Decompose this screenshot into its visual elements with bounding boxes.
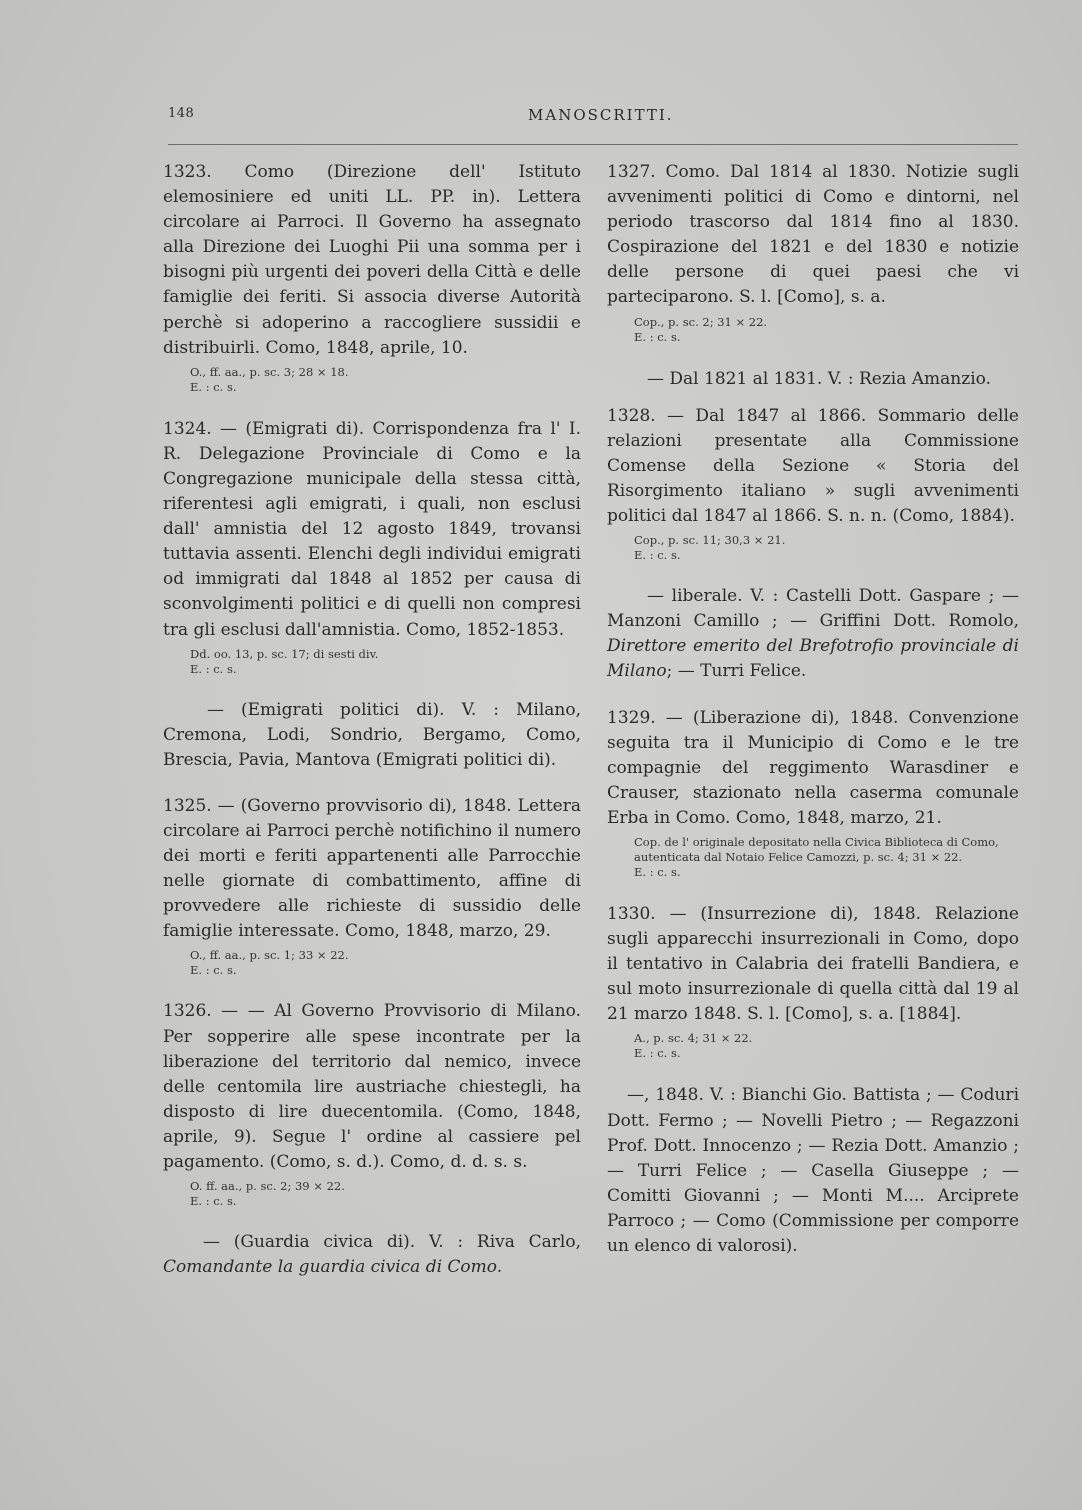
entry-meta (634, 835, 1019, 880)
entry-meta (190, 1179, 581, 1209)
meta-line: Dd. oo. 13, p. sc. 17; di sesti div. (190, 646, 379, 661)
see-reference-emigrati: — (Emigrati politici di). V. : Milano, Cremona, Lodi, Sondrio, Bergamo, Como, Brescia, Pavia, Mantova (Emigrati politici di). (163, 699, 581, 770)
meta-line: E. : c. s. (634, 1046, 681, 1061)
entry-text: 1326. — — Al Governo Provvisorio di Milano. Per sopperire alle spese incontrate per la liberazione del territorio dal nemico, invece delle centomila lire austriache chiestegli, ha disposto di lire duecentomila. (Como, 1848, aprile, 9). Segue l' ordine al cassiere pel pagamento. (Como, s. d.). Como, d. d. s. s. (163, 1001, 581, 1172)
see-reference-liberale (607, 584, 1019, 684)
meta-line: Cop., p. sc. 2; 31 × 22. (634, 314, 768, 329)
meta-line: Cop., p. sc. 11; 30,3 × 21. (634, 533, 786, 548)
entry-text: 1329. — (Liberazione di), 1848. Convenzione seguita tra il Municipio di Como e le tre compagnie del reggimento Warasdiner e Crauser, stazionato nella caserma comunale Erba in Como. Como, 1848, marzo, 21. (607, 707, 1019, 828)
meta-line: E. : c. s. (634, 548, 681, 563)
entry-text: 1323. Como (Direzione dell' Istituto elemosiniere ed uniti LL. PP. in). Lettera circolare ai Parroci. Il Governo ha assegnato alla Direzione dei Luoghi Pii una somma per i bisogni più urgenti dei poveri della Città e delle famiglie dei feriti. Si associa diverse Autorità perchè si adoperino a raccogliere sussidii e distribuirli. Como, 1848, aprile, 10. (163, 162, 581, 358)
page-number: 148 (168, 106, 195, 121)
see-text: — (Guardia civica di). V. : Riva Carlo, (203, 1232, 581, 1253)
entry-1326 (163, 999, 581, 1209)
entry-text: 1325. — (Governo provvisorio di), 1848. Lettera circolare ai Parroci perchè notifichino il numero dei morti e feriti appartenenti alle Parrocchie nelle giornate di combattimento, affine di provvedere alle richieste di sussidio delle famiglie interessate. Como, 1848, marzo, 29. (163, 795, 581, 942)
entry-1330 (607, 902, 1019, 1061)
left-column (163, 160, 581, 1280)
see-text-end: ; — Turri Felice. (666, 661, 807, 682)
meta-line: E. : c. s. (190, 963, 237, 978)
meta-line: E. : c. s. (190, 379, 237, 394)
entry-meta (190, 365, 581, 395)
entry-1324 (163, 417, 581, 677)
see-reference-guardia (163, 1230, 581, 1280)
right-column (607, 160, 1019, 1259)
entry-meta (190, 948, 581, 978)
entry-text: 1328. — Dal 1847 al 1866. Sommario delle relazioni presentate alla Commissione Comense della Sezione « Storia del Risorgimento italiano » sugli avvenimenti politici dal 1847 al 1866. S. n. n. (Como, 1884). (607, 405, 1019, 527)
meta-line: Cop. de l' originale depositato nella Civica Biblioteca di Como, autenticata dal Notaio Felice Camozzi, p. sc. 4; 31 × 22. (634, 834, 999, 864)
entry-1325 (163, 794, 581, 979)
entry-1327 (607, 160, 1019, 345)
see-reference-1848: —, 1848. V. : Bianchi Gio. Battista ; — Coduri Dott. Fermo ; — Novelli Pietro ; — Regazzoni Prof. Dott. Innocenzo ; — Rezia Dott. Amanzio ; — Turri Felice ; — Casella Giuseppe ; — Comitti Giovanni ; — Monti M.... Arciprete Parroco ; — Como (Commissione per comporre un elenco di valorosi). (607, 1085, 1019, 1256)
entry-meta (634, 315, 1019, 345)
meta-line: A., p. sc. 4; 31 × 22. (634, 1031, 753, 1046)
entry-text: 1324. — (Emigrati di). Corrispondenza fra l' I. R. Delegazione Provinciale di Como e la Congregazione municipale della stessa città, riferentesi agli emigrati, i quali, non esclusi dall' amnistia del 12 agosto 1849, trovansi tuttavia assenti. Elenchi degli individui emigrati od immigrati dal 1848 al 1852 per causa di sconvolgimenti politici e di quelli non compresi tra gli esclusi dall'amnistia. Como, 1852-1853. (163, 418, 581, 640)
header-rule (168, 144, 1018, 145)
entry-meta (634, 533, 1019, 563)
meta-line: O. ff. aa., p. sc. 2; 39 × 22. (190, 1179, 345, 1194)
entry-1329 (607, 706, 1019, 880)
meta-line: E. : c. s. (634, 864, 681, 879)
entry-1323 (163, 160, 581, 395)
see-italic-text: Comandante la guardia civica di Como. (163, 1257, 503, 1278)
running-title: MANOSCRITTI. (528, 106, 674, 124)
meta-line: E. : c. s. (634, 329, 681, 344)
meta-line: O., ff. aa., p. sc. 1; 33 × 22. (190, 948, 349, 963)
entry-text: 1327. Como. Dal 1814 al 1830. Notizie sugli avvenimenti politici di Como e dintorni, nel periodo trascorso dal 1814 fino al 1830. Cospirazione del 1821 e del 1830 e notizie delle persone di quei paesi che vi parteciparono. S. l. [Como], s. a. (607, 162, 1019, 308)
page-header (168, 106, 1018, 136)
entry-meta (190, 647, 581, 677)
see-text: — liberale. V. : Castelli Dott. Gaspare ; — Manzoni Camillo ; — Griffini Dott. Romolo, (607, 586, 1019, 632)
entry-text: 1330. — (Insurrezione di), 1848. Relazione sugli apparecchi insurrezionali in Como, dopo il tentativo in Calabria dei fratelli Bandiera, e sul moto insurrezionale di quella città dal 19 al 21 marzo 1848. S. l. [Como], s. a. [1884]. (607, 903, 1019, 1025)
meta-line: E. : c. s. (190, 661, 237, 676)
meta-line: E. : c. s. (190, 1194, 237, 1209)
see-italic-text: Direttore emerito del Brefotrofio provinciale di Milano (607, 636, 1019, 682)
see-reference-1821: — Dal 1821 al 1831. V. : Rezia Amanzio. (647, 368, 991, 389)
meta-line: O., ff. aa., p. sc. 3; 28 × 18. (190, 364, 349, 379)
entry-meta (634, 1031, 1019, 1061)
entry-1328 (607, 404, 1019, 563)
